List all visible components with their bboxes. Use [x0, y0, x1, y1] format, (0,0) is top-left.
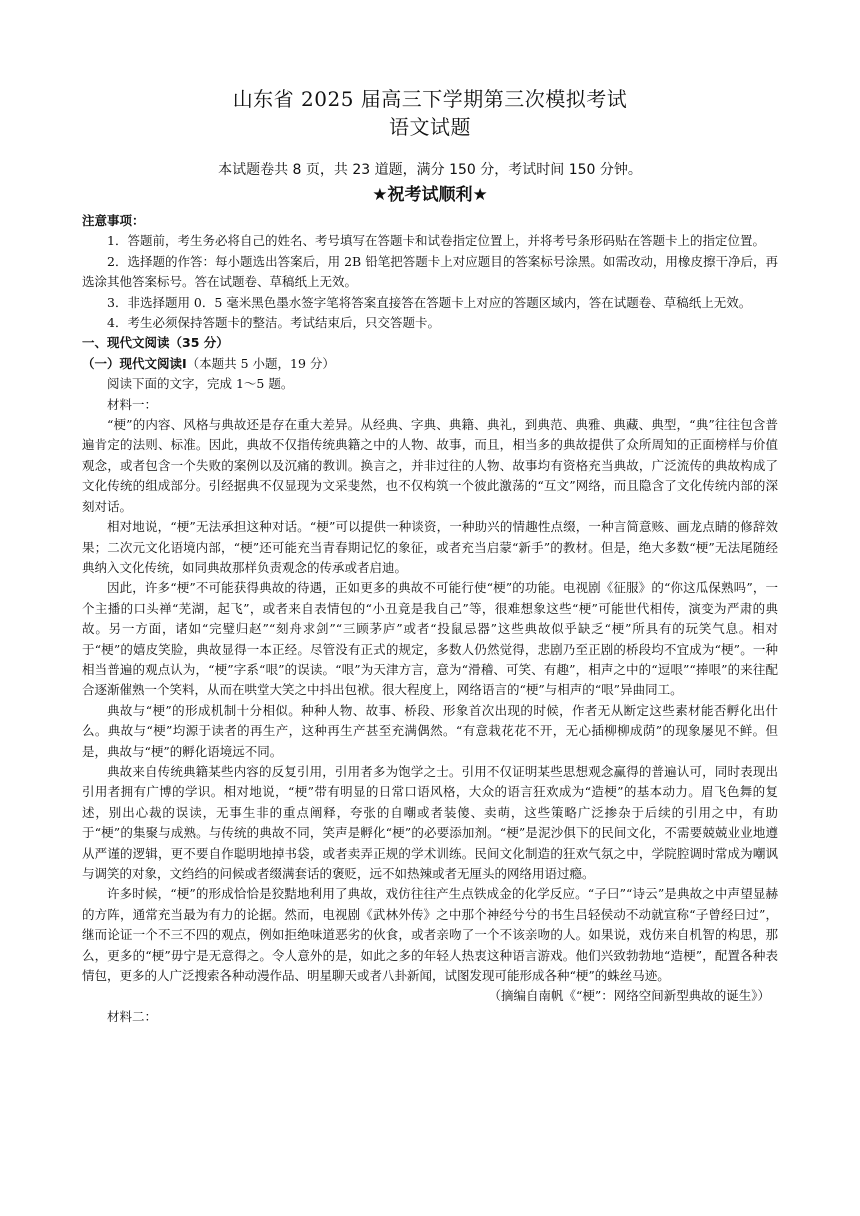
subsection-note: （本题共 5 小题，19 分）	[186, 355, 335, 371]
passage-paragraph: 相对地说，“梗”无法承担这种对话。“梗”可以提供一种谈资，一种助兴的情趣性点缀，一种言简意赅、画龙点睛的修辞效果；二次元文化语境内部，“梗”还可能充当青春期记忆的象征，或者充当启蒙“新手”的教材。但是，绝大多数“梗”无法尾随经典纳入文化传统，如同典故那样负责观念的传承或者启迪。	[82, 519, 778, 575]
note-item: 3．非选择题用 0．5 毫米黑色墨水签字笔将答案直接答在答题卡上对应的答题区域内，答在试题卷、草稿纸上无效。	[107, 294, 752, 310]
passage-source: （摘编自南帆《“梗”：网络空间新型典故的诞生》）	[488, 988, 770, 1004]
passage-paragraph: “梗”的内容、风格与典故还是存在重大差异。从经典、字典、典籍、典礼，到典范、典雅、典藏、典型，“典”往往包含普遍肯定的法则、标准。因此，典故不仅指传统典籍之中的人物、故事，而且，相当多的典故提供了众所周知的正面榜样与价值观念，或者包含一个失败的案例以及沉痛的教训。换言之，并非过往的人物、故事均有资格充当典故，广泛流传的典故构成了文化传统的组成部分。引经据典不仅显现为文采斐然，也不仅构筑一个彼此激荡的“互文”网络，而且隐含了文化传统内部的深刻对话。	[82, 417, 778, 514]
notes-heading: 注意事项：	[82, 213, 145, 228]
material-label: 材料一：	[107, 396, 158, 412]
passage-paragraph: 许多时候，“梗”的形成恰恰是狡黠地利用了典故，戏仿往往产生点铁成金的化学反应。“子曰”“诗云”是典故之中声望显赫的方阵，通常充当最为有力的论据。然而，电视剧《武林外传》之中那个神经兮兮的书生吕轻侯动不动就宣称“子曾经曰过”，继而论证一个不三不四的观点，例如拒绝味道恶劣的伙食，或者亲吻了一个不该亲吻的人。如果说，戏仿来自机智的构思，那么，更多的“梗”毋宁是无意得之。令人意外的是，如此之多的年轻人热衷这种语言游戏。他们兴致勃勃地“造梗”，配置各种表情包，更多的人广泛搜索各种动漫作品、明星聊天或者八卦新闻，试图发现可能形成各种“梗”的蛛丝马迹。	[82, 886, 778, 984]
passage-paragraph: 典故来自传统典籍某些内容的反复引用，引用者多为饱学之士。引用不仅证明某些思想观念赢得的普遍认可，同时表现出引用者拥有广博的学识。相对地说，“梗”带有明显的日常口语风格，大众的语言狂欢成为“造梗”的基本动力。眉飞色舞的复述，别出心裁的误读，无事生非的重点阐释，夸张的自嘲或者装傻、卖萌，这些策略广泛掺杂于后续的引用之中，有助于“梗”的集聚与成熟。与传统的典故不同，笑声是孵化“梗”的必要添加剂。“梗”是泥沙俱下的民间文化，不需要兢兢业业地遵从严谨的逻辑，更不要自作聪明地掉书袋，或者卖弄正规的学术训练。民间文化制造的狂欢气氛之中，学院腔调时常成为嘲讽与调笑的对象，文绉绉的问候或者缀满套话的褒贬，远不如热辣或者无厘头的网络用语过瘾。	[82, 763, 778, 881]
note-item: 2．选择题的作答：每小题选出答案后，用 2B 铅笔把答题卡上对应题目的答案标号涂黑。如需改动，用橡皮擦干净后，再选涂其他答案标号。答在试题卷、草稿纸上无效。	[82, 253, 778, 290]
note-item: 4．考生必须保持答题卡的整洁。考试结束后，只交答题卡。	[107, 315, 440, 331]
passage-paragraph: 典故与“梗”的形成机制十分相似。种种人物、故事、桥段、形象首次出现的时候，作者无从断定这些素材能否孵化出什么。典故与“梗”均源于读者的再生产，这种再生产甚至充满偶然。“有意栽花花不开，无心插柳柳成荫”的现象屡见不鲜。但是，典故与“梗”的孵化语境远不同。	[82, 702, 778, 759]
exam-title: 山东省 2025 届高三下学期第三次模拟考试	[232, 87, 628, 111]
note-item: 1．答题前，考生务必将自己的姓名、考号填写在答题卡和试卷指定位置上，并将考号条形码贴在答题卡上的指定位置。	[107, 233, 765, 249]
subsection-title: （一）现代文阅读Ⅰ	[82, 355, 187, 371]
blessing-line: ★祝考试顺利★	[372, 185, 488, 205]
reading-instruction: 阅读下面的文字，完成 1～5 题。	[107, 376, 294, 392]
subsection-heading	[82, 354, 778, 374]
exam-subtitle: 语文试题	[389, 115, 471, 139]
exam-meta: 本试题卷共 8 页，共 23 道题，满分 150 分，考试时间 150 分钟。	[218, 162, 642, 178]
material-label: 材料二：	[107, 1008, 158, 1024]
exam-body	[82, 211, 778, 1027]
section-heading: 一、现代文阅读（35 分）	[82, 335, 229, 351]
passage-paragraph: 因此，许多“梗”不可能获得典故的待遇，正如更多的典故不可能行使“梗”的功能。电视剧《征服》的“你这瓜保熟吗”，一个主播的口头禅“芜湖，起飞”，或者来自表情包的“小丑竟是我自己”等，很难想象这些“梗”可能世代相传，演变为严肃的典故。另一方面，诸如“完璧归赵”“刻舟求剑”“三顾茅庐”或者“投鼠忌器”这些典故似乎缺乏“梗”所具有的玩笑气息。相对于“梗”的嬉皮笑脸，典故显得一本正经。尽管没有正式的规定，多数人仍然觉得，悲剧乃至正剧的桥段均不宜成为“梗”。一种相当普遍的观点认为，“梗”字系“哏”的误读。“哏”为天津方言，意为“滑稽、可笑、有趣”，相声之中的“逗哏”“捧哏”的来往配合逐渐催熟一个笑料，从而在哄堂大笑之中抖出包袱。很大程度上，网络语言的“梗”与相声的“哏”异曲同工。	[82, 580, 778, 698]
